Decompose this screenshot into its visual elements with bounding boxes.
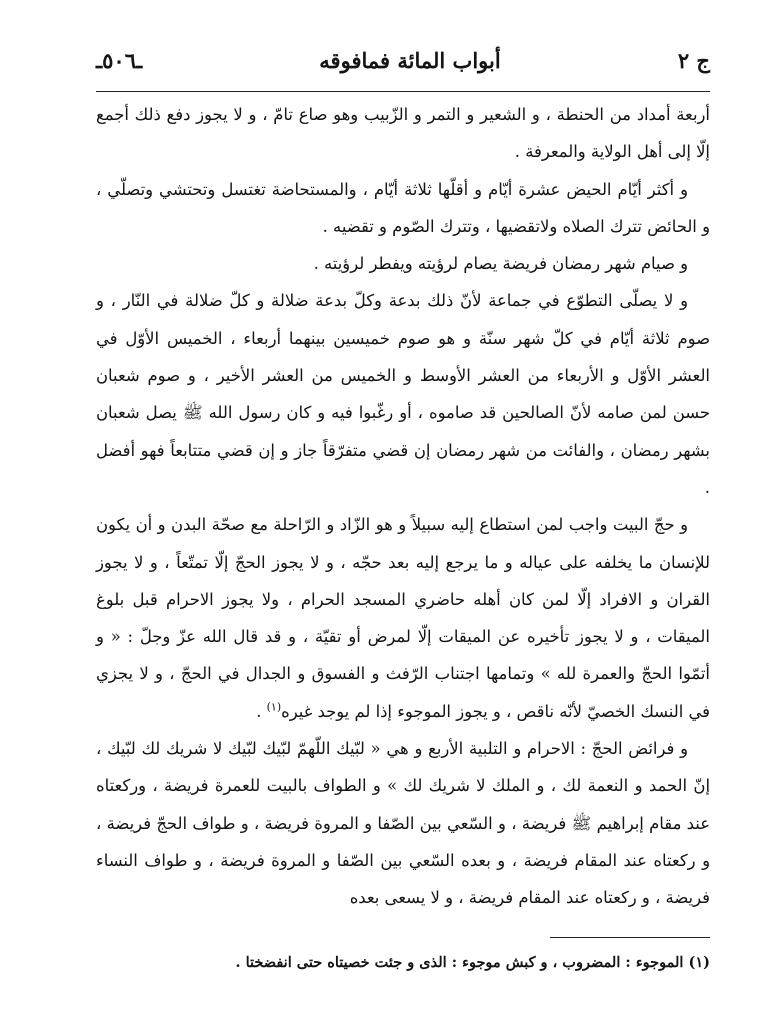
paragraph: و لا يصلّى التطوّع في جماعة لأنّ ذلك بدعة وكلّ بدعة ضلالة و كلّ ضلالة في النّار ، و صوم ثلاثة أيّام في كلّ شهر سنّة و هو صوم خميسين بينهما أربعاء ، الخميس الأوّل في العشر الأوّل و الأربعاء من العشر الأوسط و الخميس من العشر الأخير ، و صوم شعبان حسن لمن صامه لأنّ الصالحين قد صاموه ، أو رغّبوا فيه و كان رسول الله ﷺ يصل شعبان بشهر رمضان ، والفائت من شهر رمضان إن قضي متفرّقاً جاز و إن قضي متتابعاً فهو أفضل . <box>96 291 710 497</box>
paragraph: و صيام شهر رمضان فريضة يصام لرؤيته ويفطر لرؤيته . <box>313 254 688 274</box>
header-divider <box>96 91 710 92</box>
footnote: (١) الموجوء : المضروب ، و كبش موجوء : الذى و جئت خصيتاه حتى انفضختا . <box>235 954 710 971</box>
paragraph-with-footnote: و حجّ البيت واجب لمن استطاع إليه سبيلاً و هو الزّاد و الرّاحلة مع صحّة البدن و أن يكون للإنسان ما يخلفه على عياله و ما يرجع إليه بعد حجّه ، و لا يجوز الحجّ إلّا تمتّعاً ، و لا يجوز القران و الافراد إلّا لمن كان أهله حاضري المسجد الحرام ، ولا يجوز الاحرام قبل بلوغ الميقات ، و لا يجوز تأخيره عن الميقات إلّا لمرض أو تقيّة ، و قد قال الله عزّ وجلّ : « و أتمّوا الحجّ والعمرة لله » وتمامها اجتناب الرّفث و الفسوق و الجدال في الحجّ ، و لا يجزي في النسك الخصيّ لأنّه ناقص ، و يجوز الموجوء إذا لم يوجد غيره$^{(١)}$ . <box>96 515 710 721</box>
paragraph-text: و حجّ البيت واجب لمن استطاع إليه سبيلاً و هو الزّاد و الرّاحلة مع صحّة البدن و أن يكون للإنسان ما يخلفه على عياله و ما يرجع إليه بعد حجّه ، و لا يجوز الحجّ إلّا تمتّعاً ، و لا يجوز القران و الافراد إلّا لمن كان أهله حاضري المسجد الحرام ، ولا يجوز الاحرام قبل بلوغ الميقات ، و لا يجوز تأخيره عن الميقات إلّا لمرض أو تقيّة ، و قد قال الله عزّ وجلّ : « و أتمّوا الحجّ والعمرة لله » وتمامها اجتناب الرّفث و الفسوق و الجدال في الحجّ ، و لا يجزي في النسك الخصيّ لأنّه ناقص ، و يجوز الموجوء إذا لم يوجد غيره <box>96 515 710 721</box>
page-number: ـ٥٠٦ـ <box>96 47 143 73</box>
paragraph: أربعة أمداد من الحنطة ، و الشعير و التمر و الزّبيب وهو صاع تامّ ، و لا يجوز دفع ذلك أجمع إلّا إلى أهل الولاية والمعرفة . <box>96 105 710 162</box>
page-body <box>96 96 710 917</box>
footnote-divider <box>550 937 710 938</box>
footnote-marker[interactable]: (١) <box>266 700 282 714</box>
paragraph: و فرائض الحجّ : الاحرام و التلبية الأربع و هي « لبّيك اللّهمّ لبّيك لبّيك لا شريك لك لبّيك ، إنّ الحمد و النعمة لك ، و الملك لا شريك لك » و الطواف بالبيت للعمرة فريضة ، وركعتاه عند مقام إبراهيم ﷺ فريضة ، و السّعي بين الصّفا و المروة فريضة ، و طواف الحجّ فريضة ، و ركعتاه عند المقام فريضة ، و بعده السّعي بين الصّفا و المروة فريضة ، و طواف النساء فريضة ، و ركعتاه عند المقام فريضة ، و لا يسعى بعده <box>96 739 710 908</box>
section-title: أبواب المائة فمافوقه <box>319 47 501 73</box>
page-header <box>96 30 710 90</box>
paragraph: و أكثر أيّام الحيض عشرة أيّام و أقلّها ثلاثة أيّام ، والمستحاضة تغتسل وتحتشي وتصلّي ، و الحائض تترك الصلاه ولاتقضيها ، وتترك الصّوم و تقضيه . <box>96 179 710 236</box>
volume-label: ج ٢ <box>677 47 710 73</box>
